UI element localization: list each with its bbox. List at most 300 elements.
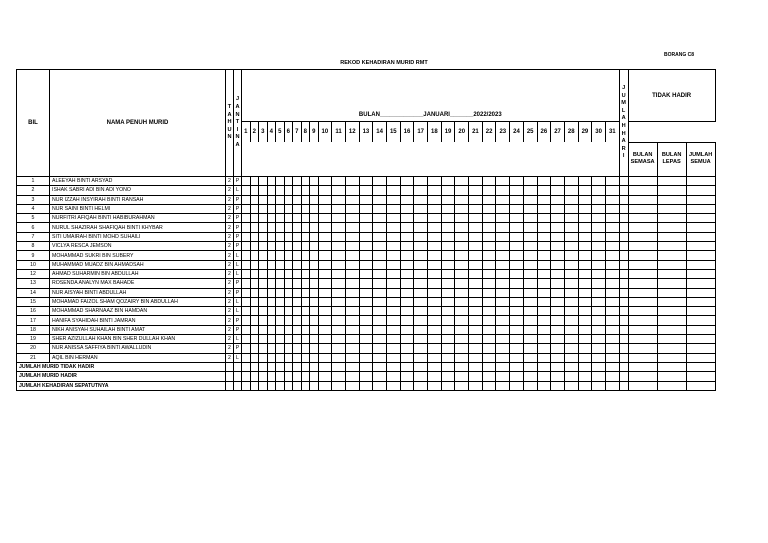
attendance-cell [284, 307, 293, 316]
day-number-30: 30 [592, 122, 606, 142]
footer-cell [628, 362, 657, 371]
table-row [17, 279, 716, 288]
attendance-cell [428, 260, 442, 269]
attendance-cell [551, 186, 565, 195]
summary-cell [686, 204, 715, 213]
form-code: BORANG C8 [664, 52, 695, 58]
attendance-cell [332, 242, 346, 251]
footer-cell [284, 372, 293, 381]
attendance-cell [284, 242, 293, 251]
attendance-cell [523, 232, 537, 241]
day-number-2: 2 [250, 122, 259, 142]
summary-cell [619, 260, 628, 269]
attendance-cell [250, 251, 259, 260]
footer-cell [455, 381, 469, 390]
attendance-cell [428, 195, 442, 204]
attendance-cell [310, 335, 319, 344]
attendance-cell [310, 177, 319, 186]
attendance-cell [318, 186, 332, 195]
attendance-cell [373, 223, 387, 232]
table-row [17, 242, 716, 251]
attendance-cell [592, 232, 606, 241]
summary-cell [657, 223, 686, 232]
attendance-cell [455, 214, 469, 223]
attendance-cell [400, 251, 414, 260]
attendance-cell [259, 269, 268, 278]
attendance-cell [373, 316, 387, 325]
attendance-cell [284, 186, 293, 195]
row-bil: 7 [17, 232, 50, 241]
attendance-cell [578, 214, 592, 223]
footer-cell [400, 381, 414, 390]
attendance-cell [332, 195, 346, 204]
attendance-cell [386, 297, 400, 306]
attendance-cell [510, 223, 524, 232]
attendance-cell [414, 344, 428, 353]
summary-cell [619, 288, 628, 297]
attendance-cell [482, 353, 496, 362]
footer-cell [359, 372, 373, 381]
table-row [17, 251, 716, 260]
attendance-cell [564, 297, 578, 306]
attendance-cell [564, 288, 578, 297]
footer-cell [537, 381, 551, 390]
attendance-cell [496, 307, 510, 316]
attendance-cell [510, 186, 524, 195]
attendance-cell [469, 344, 483, 353]
footer-cell [523, 372, 537, 381]
attendance-cell [469, 242, 483, 251]
bulan-lepas-header: BULAN LEPAS [657, 142, 686, 176]
student-name: ROSENDA ANALYN MAX BAHADE [50, 279, 226, 288]
attendance-cell [293, 325, 302, 334]
attendance-cell [592, 177, 606, 186]
footer-cell [537, 362, 551, 371]
attendance-cell [564, 344, 578, 353]
attendance-cell [523, 223, 537, 232]
day-number-7: 7 [293, 122, 302, 142]
attendance-cell [482, 214, 496, 223]
attendance-cell [400, 279, 414, 288]
footer-cell [234, 381, 242, 390]
summary-cell [686, 344, 715, 353]
attendance-cell [482, 316, 496, 325]
attendance-cell [332, 232, 346, 241]
attendance-cell [310, 186, 319, 195]
attendance-cell [455, 297, 469, 306]
attendance-cell [564, 279, 578, 288]
attendance-cell [332, 204, 346, 213]
attendance-cell [551, 242, 565, 251]
attendance-cell [242, 297, 251, 306]
summary-cell [628, 223, 657, 232]
attendance-cell [510, 260, 524, 269]
attendance-cell [250, 307, 259, 316]
attendance-cell [428, 232, 442, 241]
summary-cell [628, 177, 657, 186]
attendance-cell [293, 214, 302, 223]
attendance-cell [400, 214, 414, 223]
attendance-cell [414, 242, 428, 251]
attendance-cell [301, 260, 310, 269]
attendance-cell [318, 223, 332, 232]
attendance-cell [284, 195, 293, 204]
attendance-cell [345, 297, 359, 306]
attendance-cell [537, 186, 551, 195]
attendance-cell [386, 251, 400, 260]
attendance-cell [332, 251, 346, 260]
footer-cell [482, 381, 496, 390]
attendance-cell [310, 279, 319, 288]
attendance-cell [242, 223, 251, 232]
attendance-cell [510, 325, 524, 334]
attendance-cell [359, 195, 373, 204]
attendance-cell [428, 269, 442, 278]
footer-cell [226, 381, 234, 390]
summary-cell [686, 242, 715, 251]
summary-cell [628, 214, 657, 223]
day-number-17: 17 [414, 122, 428, 142]
row-tahun: 2 [226, 316, 234, 325]
attendance-cell [345, 353, 359, 362]
attendance-cell [592, 279, 606, 288]
attendance-cell [564, 353, 578, 362]
attendance-cell [537, 353, 551, 362]
attendance-cell [482, 177, 496, 186]
attendance-cell [276, 232, 285, 241]
attendance-cell [359, 186, 373, 195]
footer-cell [523, 362, 537, 371]
footer-cell [332, 372, 346, 381]
footer-cell [310, 372, 319, 381]
attendance-cell [551, 195, 565, 204]
attendance-cell [428, 316, 442, 325]
attendance-cell [345, 307, 359, 316]
student-name: VICLYA RESCA JEMSON [50, 242, 226, 251]
attendance-cell [293, 307, 302, 316]
attendance-cell [400, 177, 414, 186]
attendance-cell [386, 335, 400, 344]
attendance-cell [276, 186, 285, 195]
attendance-cell [441, 325, 455, 334]
attendance-cell [551, 232, 565, 241]
row-jantina: L [234, 307, 242, 316]
footer-cell [250, 362, 259, 371]
day-number-8: 8 [301, 122, 310, 142]
summary-cell [619, 177, 628, 186]
attendance-cell [564, 214, 578, 223]
attendance-cell [578, 260, 592, 269]
row-bil: 8 [17, 242, 50, 251]
footer-cell [259, 372, 268, 381]
attendance-cell [293, 288, 302, 297]
attendance-cell [482, 297, 496, 306]
attendance-cell [496, 288, 510, 297]
attendance-cell [510, 307, 524, 316]
attendance-cell [301, 186, 310, 195]
attendance-cell [455, 269, 469, 278]
attendance-cell [276, 204, 285, 213]
attendance-cell [414, 335, 428, 344]
attendance-cell [267, 214, 276, 223]
day-number-3: 3 [259, 122, 268, 142]
attendance-cell [523, 251, 537, 260]
footer-cell [259, 381, 268, 390]
attendance-cell [310, 232, 319, 241]
attendance-cell [482, 195, 496, 204]
attendance-cell [373, 279, 387, 288]
attendance-cell [592, 344, 606, 353]
attendance-cell [386, 288, 400, 297]
attendance-cell [496, 260, 510, 269]
attendance-cell [259, 279, 268, 288]
footer-cell [242, 362, 251, 371]
attendance-cell [510, 251, 524, 260]
attendance-cell [386, 232, 400, 241]
attendance-cell [605, 335, 619, 344]
footer-cell [373, 362, 387, 371]
attendance-cell [537, 288, 551, 297]
attendance-cell [359, 307, 373, 316]
attendance-cell [318, 316, 332, 325]
attendance-cell [592, 335, 606, 344]
attendance-cell [267, 288, 276, 297]
attendance-cell [551, 344, 565, 353]
row-tahun: 2 [226, 242, 234, 251]
footer-label: JUMLAH MURID HADIR [17, 372, 226, 381]
row-tahun: 2 [226, 223, 234, 232]
tahun-header: T A H U N [226, 70, 234, 177]
footer-cell [276, 372, 285, 381]
attendance-cell [605, 297, 619, 306]
attendance-cell [510, 288, 524, 297]
attendance-cell [455, 251, 469, 260]
row-bil: 5 [17, 214, 50, 223]
footer-cell [414, 372, 428, 381]
attendance-cell [469, 316, 483, 325]
attendance-cell [551, 316, 565, 325]
row-bil: 4 [17, 204, 50, 213]
attendance-cell [551, 297, 565, 306]
footer-cell [242, 381, 251, 390]
footer-cell [276, 362, 285, 371]
student-name: NUR AISYAH BINTI ABDULLAH [50, 288, 226, 297]
attendance-cell [578, 223, 592, 232]
summary-cell [619, 232, 628, 241]
attendance-cell [414, 307, 428, 316]
attendance-cell [455, 353, 469, 362]
day-number-15: 15 [386, 122, 400, 142]
attendance-cell [276, 279, 285, 288]
footer-cell [301, 381, 310, 390]
attendance-cell [386, 204, 400, 213]
attendance-cell [318, 214, 332, 223]
attendance-cell [242, 279, 251, 288]
attendance-cell [496, 195, 510, 204]
attendance-cell [578, 344, 592, 353]
table-row [17, 344, 716, 353]
attendance-cell [592, 288, 606, 297]
attendance-cell [359, 251, 373, 260]
attendance-cell [592, 251, 606, 260]
attendance-cell [373, 214, 387, 223]
name-header: NAMA PENUH MURID [50, 70, 226, 177]
attendance-cell [469, 297, 483, 306]
footer-cell [469, 381, 483, 390]
attendance-cell [441, 307, 455, 316]
row-jantina: L [234, 251, 242, 260]
summary-cell [686, 307, 715, 316]
student-name: MOHAMAD FAIZOL SHAM QOZAIRY BIN ABDULLAH [50, 297, 226, 306]
attendance-cell [400, 204, 414, 213]
attendance-cell [332, 353, 346, 362]
summary-cell [619, 214, 628, 223]
summary-cell [628, 251, 657, 260]
attendance-cell [482, 279, 496, 288]
summary-cell [657, 288, 686, 297]
attendance-cell [578, 177, 592, 186]
attendance-cell [605, 232, 619, 241]
attendance-cell [373, 307, 387, 316]
attendance-cell [284, 177, 293, 186]
attendance-cell [359, 344, 373, 353]
attendance-cell [455, 335, 469, 344]
footer-cell [318, 381, 332, 390]
attendance-cell [318, 242, 332, 251]
attendance-cell [496, 242, 510, 251]
row-bil: 21 [17, 353, 50, 362]
attendance-register-table [16, 69, 716, 391]
table-row [17, 214, 716, 223]
attendance-cell [284, 353, 293, 362]
attendance-cell [242, 325, 251, 334]
attendance-cell [310, 251, 319, 260]
footer-cell [400, 362, 414, 371]
attendance-cell [259, 195, 268, 204]
attendance-cell [578, 288, 592, 297]
row-bil: 13 [17, 279, 50, 288]
attendance-cell [276, 195, 285, 204]
attendance-cell [482, 251, 496, 260]
attendance-cell [301, 251, 310, 260]
attendance-cell [523, 344, 537, 353]
attendance-cell [267, 279, 276, 288]
footer-cell [592, 362, 606, 371]
attendance-cell [250, 325, 259, 334]
attendance-cell [373, 186, 387, 195]
attendance-cell [551, 288, 565, 297]
attendance-cell [359, 223, 373, 232]
attendance-cell [250, 279, 259, 288]
attendance-cell [564, 195, 578, 204]
footer-cell [619, 372, 628, 381]
attendance-cell [332, 214, 346, 223]
attendance-cell [482, 307, 496, 316]
attendance-cell [441, 269, 455, 278]
attendance-cell [259, 288, 268, 297]
attendance-cell [259, 316, 268, 325]
attendance-cell [414, 288, 428, 297]
attendance-cell [242, 353, 251, 362]
attendance-cell [386, 269, 400, 278]
attendance-cell [345, 288, 359, 297]
attendance-cell [482, 223, 496, 232]
summary-cell [628, 269, 657, 278]
row-tahun: 2 [226, 195, 234, 204]
attendance-cell [373, 269, 387, 278]
student-name: NIKH ANISYAH SUHAILAH BINTI AMAT [50, 325, 226, 334]
attendance-cell [310, 288, 319, 297]
attendance-cell [400, 344, 414, 353]
attendance-cell [564, 177, 578, 186]
footer-cell [469, 362, 483, 371]
attendance-cell [332, 186, 346, 195]
attendance-cell [373, 177, 387, 186]
attendance-cell [510, 297, 524, 306]
attendance-cell [386, 316, 400, 325]
attendance-cell [284, 269, 293, 278]
table-row [17, 232, 716, 241]
row-bil: 17 [17, 316, 50, 325]
attendance-cell [284, 204, 293, 213]
footer-cell [242, 372, 251, 381]
attendance-cell [428, 288, 442, 297]
attendance-cell [242, 335, 251, 344]
attendance-cell [301, 344, 310, 353]
row-jantina: P [234, 242, 242, 251]
attendance-cell [564, 251, 578, 260]
footer-cell [276, 381, 285, 390]
row-bil: 20 [17, 344, 50, 353]
attendance-cell [359, 316, 373, 325]
row-bil: 15 [17, 297, 50, 306]
attendance-cell [259, 186, 268, 195]
attendance-cell [242, 260, 251, 269]
footer-cell [226, 372, 234, 381]
footer-label: JUMLAH KEHADIRAN SEPATUTNYA [17, 381, 226, 390]
attendance-cell [359, 325, 373, 334]
attendance-cell [605, 279, 619, 288]
attendance-cell [469, 269, 483, 278]
attendance-cell [564, 269, 578, 278]
attendance-cell [332, 325, 346, 334]
row-jantina: P [234, 214, 242, 223]
attendance-cell [523, 279, 537, 288]
attendance-cell [293, 279, 302, 288]
attendance-cell [551, 204, 565, 213]
footer-cell [455, 372, 469, 381]
attendance-cell [578, 186, 592, 195]
attendance-cell [276, 269, 285, 278]
footer-cell [657, 381, 686, 390]
attendance-cell [242, 204, 251, 213]
attendance-cell [537, 251, 551, 260]
attendance-cell [250, 223, 259, 232]
row-tahun: 2 [226, 232, 234, 241]
table-row [17, 177, 716, 186]
attendance-cell [400, 232, 414, 241]
footer-cell [318, 372, 332, 381]
attendance-cell [301, 335, 310, 344]
attendance-cell [359, 232, 373, 241]
summary-cell [628, 279, 657, 288]
attendance-cell [318, 177, 332, 186]
footer-cell [578, 381, 592, 390]
summary-cell [686, 316, 715, 325]
attendance-cell [373, 335, 387, 344]
attendance-cell [510, 353, 524, 362]
student-name: NURFITRI AFIQAH BINTI HABIBURAHMAN [50, 214, 226, 223]
